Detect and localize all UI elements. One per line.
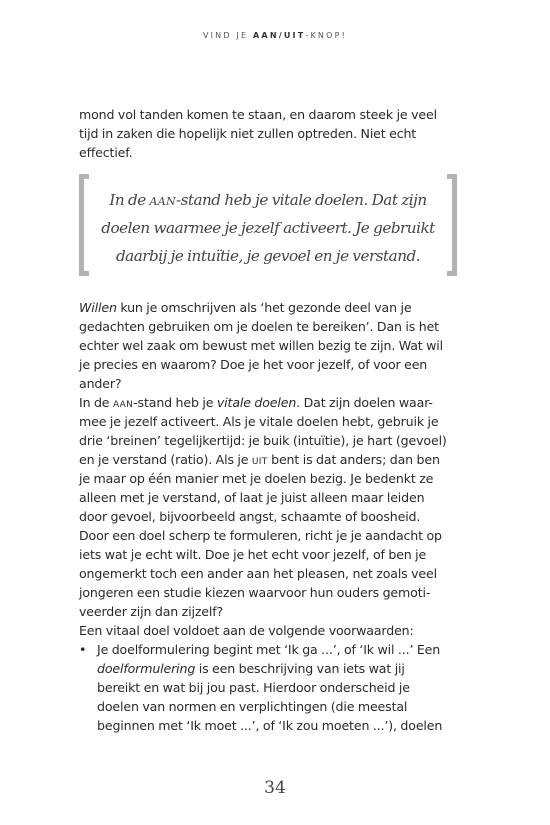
text-line: veerder zijn dan zijzelf? bbox=[79, 604, 224, 619]
header-bold-text: AAN/UIT bbox=[253, 31, 306, 40]
text-line: Door een doel scherp te formuleren, richt je je aandacht op bbox=[79, 528, 442, 543]
text-line: Willen kun je omschrijven als ‘het gezonde deel van je bbox=[79, 300, 412, 315]
main-text bbox=[79, 298, 477, 735]
text-line: iets wat je echt wilt. Doe je het echt voor jezelf, of ben je bbox=[79, 547, 427, 562]
text-line: echter wel zaak om bewust met willen bezig te zijn. Wat wil bbox=[79, 338, 443, 353]
text-line: beginnen met ‘Ik moet ...’, of ‘Ik zou moeten ...’), doelen bbox=[97, 718, 443, 733]
text-line: tijd in zaken die hopelijk niet zullen optreden. Niet echt bbox=[79, 126, 417, 141]
top-paragraph bbox=[79, 105, 477, 162]
italic-term: Willen bbox=[79, 300, 117, 315]
text-line: effectief. bbox=[79, 145, 133, 160]
text-line: je precies en waarom? Doe je het voor jezelf, of voor een bbox=[79, 357, 428, 372]
quote-line: daarbij je intuïtie, je gevoel en je verstand. bbox=[115, 247, 421, 265]
text-line: door gevoel, bijvoorbeeld angst, schaamte of boosheid. bbox=[79, 509, 421, 524]
text-line: mond vol tanden komen te staan, en daarom steek je veel bbox=[79, 107, 437, 122]
text-line: je maar op één manier met je doelen bezig. Je bedenkt ze bbox=[79, 471, 434, 486]
text-line: ongemerkt toch een ander aan het pleasen, net zoals veel bbox=[79, 566, 437, 581]
quote-line: In de aan-stand heb je vitale doelen. Dat zijn bbox=[109, 191, 427, 209]
text-line: jongeren een studie kiezen waarvoor hun ouders gemoti- bbox=[79, 585, 431, 600]
text-line: en je verstand (ratio). Als je uit bent is dat anders; dan ben bbox=[79, 452, 440, 467]
text-line: Een vitaal doel voldoet aan de volgende voorwaarden: bbox=[79, 623, 414, 638]
text-line: drie ‘breinen’ tegelijkertijd: je buik (intuïtie), je hart (gevoel) bbox=[79, 433, 447, 448]
small-caps-term: aan bbox=[112, 395, 134, 410]
bullet-item: • Je doelformulering begint met ‘Ik ga ...’, of ‘Ik wil ...’ Een bbox=[79, 642, 441, 657]
running-header bbox=[0, 31, 550, 40]
text-line: bereikt en wat bij jou past. Hierdoor onderscheid je bbox=[97, 680, 410, 695]
text-line: gedachten gebruiken om je doelen te bereiken’. Dan is het bbox=[79, 319, 439, 334]
text-line: alleen met je verstand, of laat je juist alleen maar leiden bbox=[79, 490, 425, 505]
text-line: mee je jezelf activeert. Als je vitale doelen hebt, gebruik je bbox=[79, 414, 439, 429]
small-caps-term: uit bbox=[251, 452, 268, 467]
pull-quote bbox=[79, 174, 457, 276]
header-text-end: -KNOP! bbox=[305, 31, 348, 40]
italic-term: vitale doelen bbox=[216, 395, 297, 410]
header-text: VIND JE bbox=[202, 31, 254, 40]
text-line: ander? bbox=[79, 376, 122, 391]
small-caps-term: aan bbox=[149, 191, 176, 209]
quote-line: doelen waarmee je jezelf activeert. Je gebruikt bbox=[101, 219, 435, 237]
text-line: doelformulering is een beschrijving van iets wat jij bbox=[97, 661, 405, 676]
italic-term: doelformulering bbox=[97, 661, 196, 676]
bullet-icon: • bbox=[79, 642, 87, 657]
pull-quote-text bbox=[79, 186, 457, 270]
text-line: In de aan-stand heb je vitale doelen. Dat zijn doelen waar- bbox=[79, 395, 433, 410]
text-line: doelen van normen en verplichtingen (die meestal bbox=[97, 699, 408, 714]
page-number: 34 bbox=[264, 778, 286, 798]
